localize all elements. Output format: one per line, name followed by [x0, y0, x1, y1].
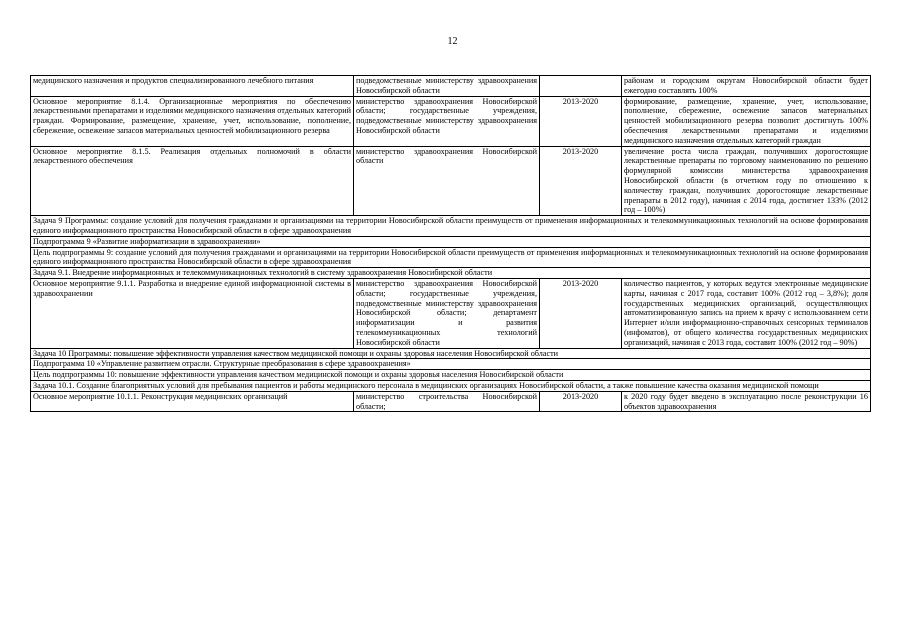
task-row — [31, 380, 871, 391]
goal-row — [31, 370, 871, 381]
goal-heading: Цель подпрограммы 10: повышение эффективности управления качеством медицинской помощи и охраны здоровья населения Новосибирской области — [31, 370, 871, 381]
table-row — [31, 391, 871, 412]
period-cell: 2013-2020 — [540, 391, 622, 412]
activity-cell: Основное мероприятие 9.1.1. Разработка и внедрение единой информационной системы в здравоохранении — [31, 278, 354, 348]
result-cell: формирование, размещение, хранение, учет, использование, пополнение, сбережение, освежение запасов материальных ценностей мобилизационного резерва позволит достигнуть 100% обеспечения лекарственными препаратами и изделиями медицинского назначения отдельных категорий граждан — [622, 96, 871, 146]
result-cell: количество пациентов, у которых ведутся электронные медицинские карты, начиная с 2017 года, составит 100% (2012 год – 3,8%); доля государственных медицинских организаций, осуществляющих автоматизированную запись на прием к врачу с использованием сети Интернет и/или информационно-справочных сенсорных терминалов (инфоматов), от общего количества государственных медицинских организаций, начиная с 2013 года, составит 100% (2012 год – 90%) — [622, 278, 871, 348]
task-row — [31, 348, 871, 359]
result-cell: увеличение роста числа граждан, получивших дорогостоящие лекарственные препараты по торговому наименованию по решению формулярной комиссии министерства здравоохранения Новосибирской области (в отчетном году по отношению к количеству граждан, получивших дорогостоящие лекарственные препараты в 2012 году), начиная с 2014 года, достигнет 133% (2012 год – 100%) — [622, 146, 871, 216]
subprogram-row — [31, 236, 871, 247]
page-number: 12 — [447, 36, 458, 47]
table-row — [31, 146, 871, 216]
program-activities-table — [30, 75, 871, 412]
activity-cell: Основное мероприятие 8.1.4. Организационные мероприятия по обеспечению лекарственными препаратами и изделиями медицинского назначения отдельных категорий граждан. Формирование, размещение, хранение, учет, использование, пополнение, сбережение, освежение запасов материальных ценностей мобилизационного резерва — [31, 96, 354, 146]
table-row — [31, 76, 871, 97]
task-row — [31, 268, 871, 279]
executor-cell: министерство здравоохранения Новосибирской области — [354, 146, 540, 216]
activity-cell: Основное мероприятие 8.1.5. Реализация отдельных полномочий в области лекарственного обеспечения — [31, 146, 354, 216]
table-body — [31, 76, 871, 412]
subprogram-row — [31, 359, 871, 370]
subprogram-heading: Подпрограмма 9 «Развитие информатизации в здравоохранении» — [31, 236, 871, 247]
task-heading: Задача 10 Программы: повышение эффективности управления качеством медицинской помощи и охраны здоровья населения Новосибирской области — [31, 348, 871, 359]
executor-cell: подведомственные министерству здравоохранения Новосибирской области — [354, 76, 540, 97]
subprogram-heading: Подпрограмма 10 «Управление развитием отрасли. Структурные преобразования в сфере здравоохранения» — [31, 359, 871, 370]
activity-cell: медицинского назначения и продуктов специализированного лечебного питания — [31, 76, 354, 97]
period-cell — [540, 76, 622, 97]
task-heading: Задача 10.1. Создание благоприятных условий для пребывания пациентов и работы медицинского персонала в медицинских организациях Новосибирской области, а также повышение качества оказания медицинской помощи — [31, 380, 871, 391]
task-row — [31, 216, 871, 237]
period-cell: 2013-2020 — [540, 146, 622, 216]
result-cell: районам и городским округам Новосибирской области будет ежегодно составлять 100% — [622, 76, 871, 97]
goal-row — [31, 247, 871, 268]
period-cell: 2013-2020 — [540, 96, 622, 146]
executor-cell: министерство строительства Новосибирской области; — [354, 391, 540, 412]
task-heading: Задача 9 Программы: создание условий для получения гражданами и организациями на территории Новосибирской области преимуществ от применения информационных и телекоммуникационных технологий на основе формирования единого информационного пространства Новосибирской области в сфере здравоохранения — [31, 216, 871, 237]
table-row — [31, 96, 871, 146]
activity-cell: Основное мероприятие 10.1.1. Реконструкция медицинских организаций — [31, 391, 354, 412]
executor-cell: министерство здравоохранения Новосибирской области; государственные учреждения, подведомственные министерству здравоохранения Новосибирской области; департамент информатизации и развития телекоммуникационных технологий Новосибирской области — [354, 278, 540, 348]
task-heading: Задача 9.1. Внедрение информационных и телекоммуникационных технологий в систему здравоохранения Новосибирской области — [31, 268, 871, 279]
table-row — [31, 278, 871, 348]
goal-heading: Цель подпрограммы 9: создание условий для получения гражданами и организациями на территории Новосибирской области преимуществ от применения информационных и телекоммуникационных технологий на основе формирования единого информационного пространства Новосибирской области в сфере здравоохранения — [31, 247, 871, 268]
executor-cell: министерство здравоохранения Новосибирской области; государственные учреждения, подведомственные министерству здравоохранения Новосибирской области — [354, 96, 540, 146]
result-cell: к 2020 году будет введено в эксплуатацию после реконструкции 16 объектов здравоохранения — [622, 391, 871, 412]
period-cell: 2013-2020 — [540, 278, 622, 348]
